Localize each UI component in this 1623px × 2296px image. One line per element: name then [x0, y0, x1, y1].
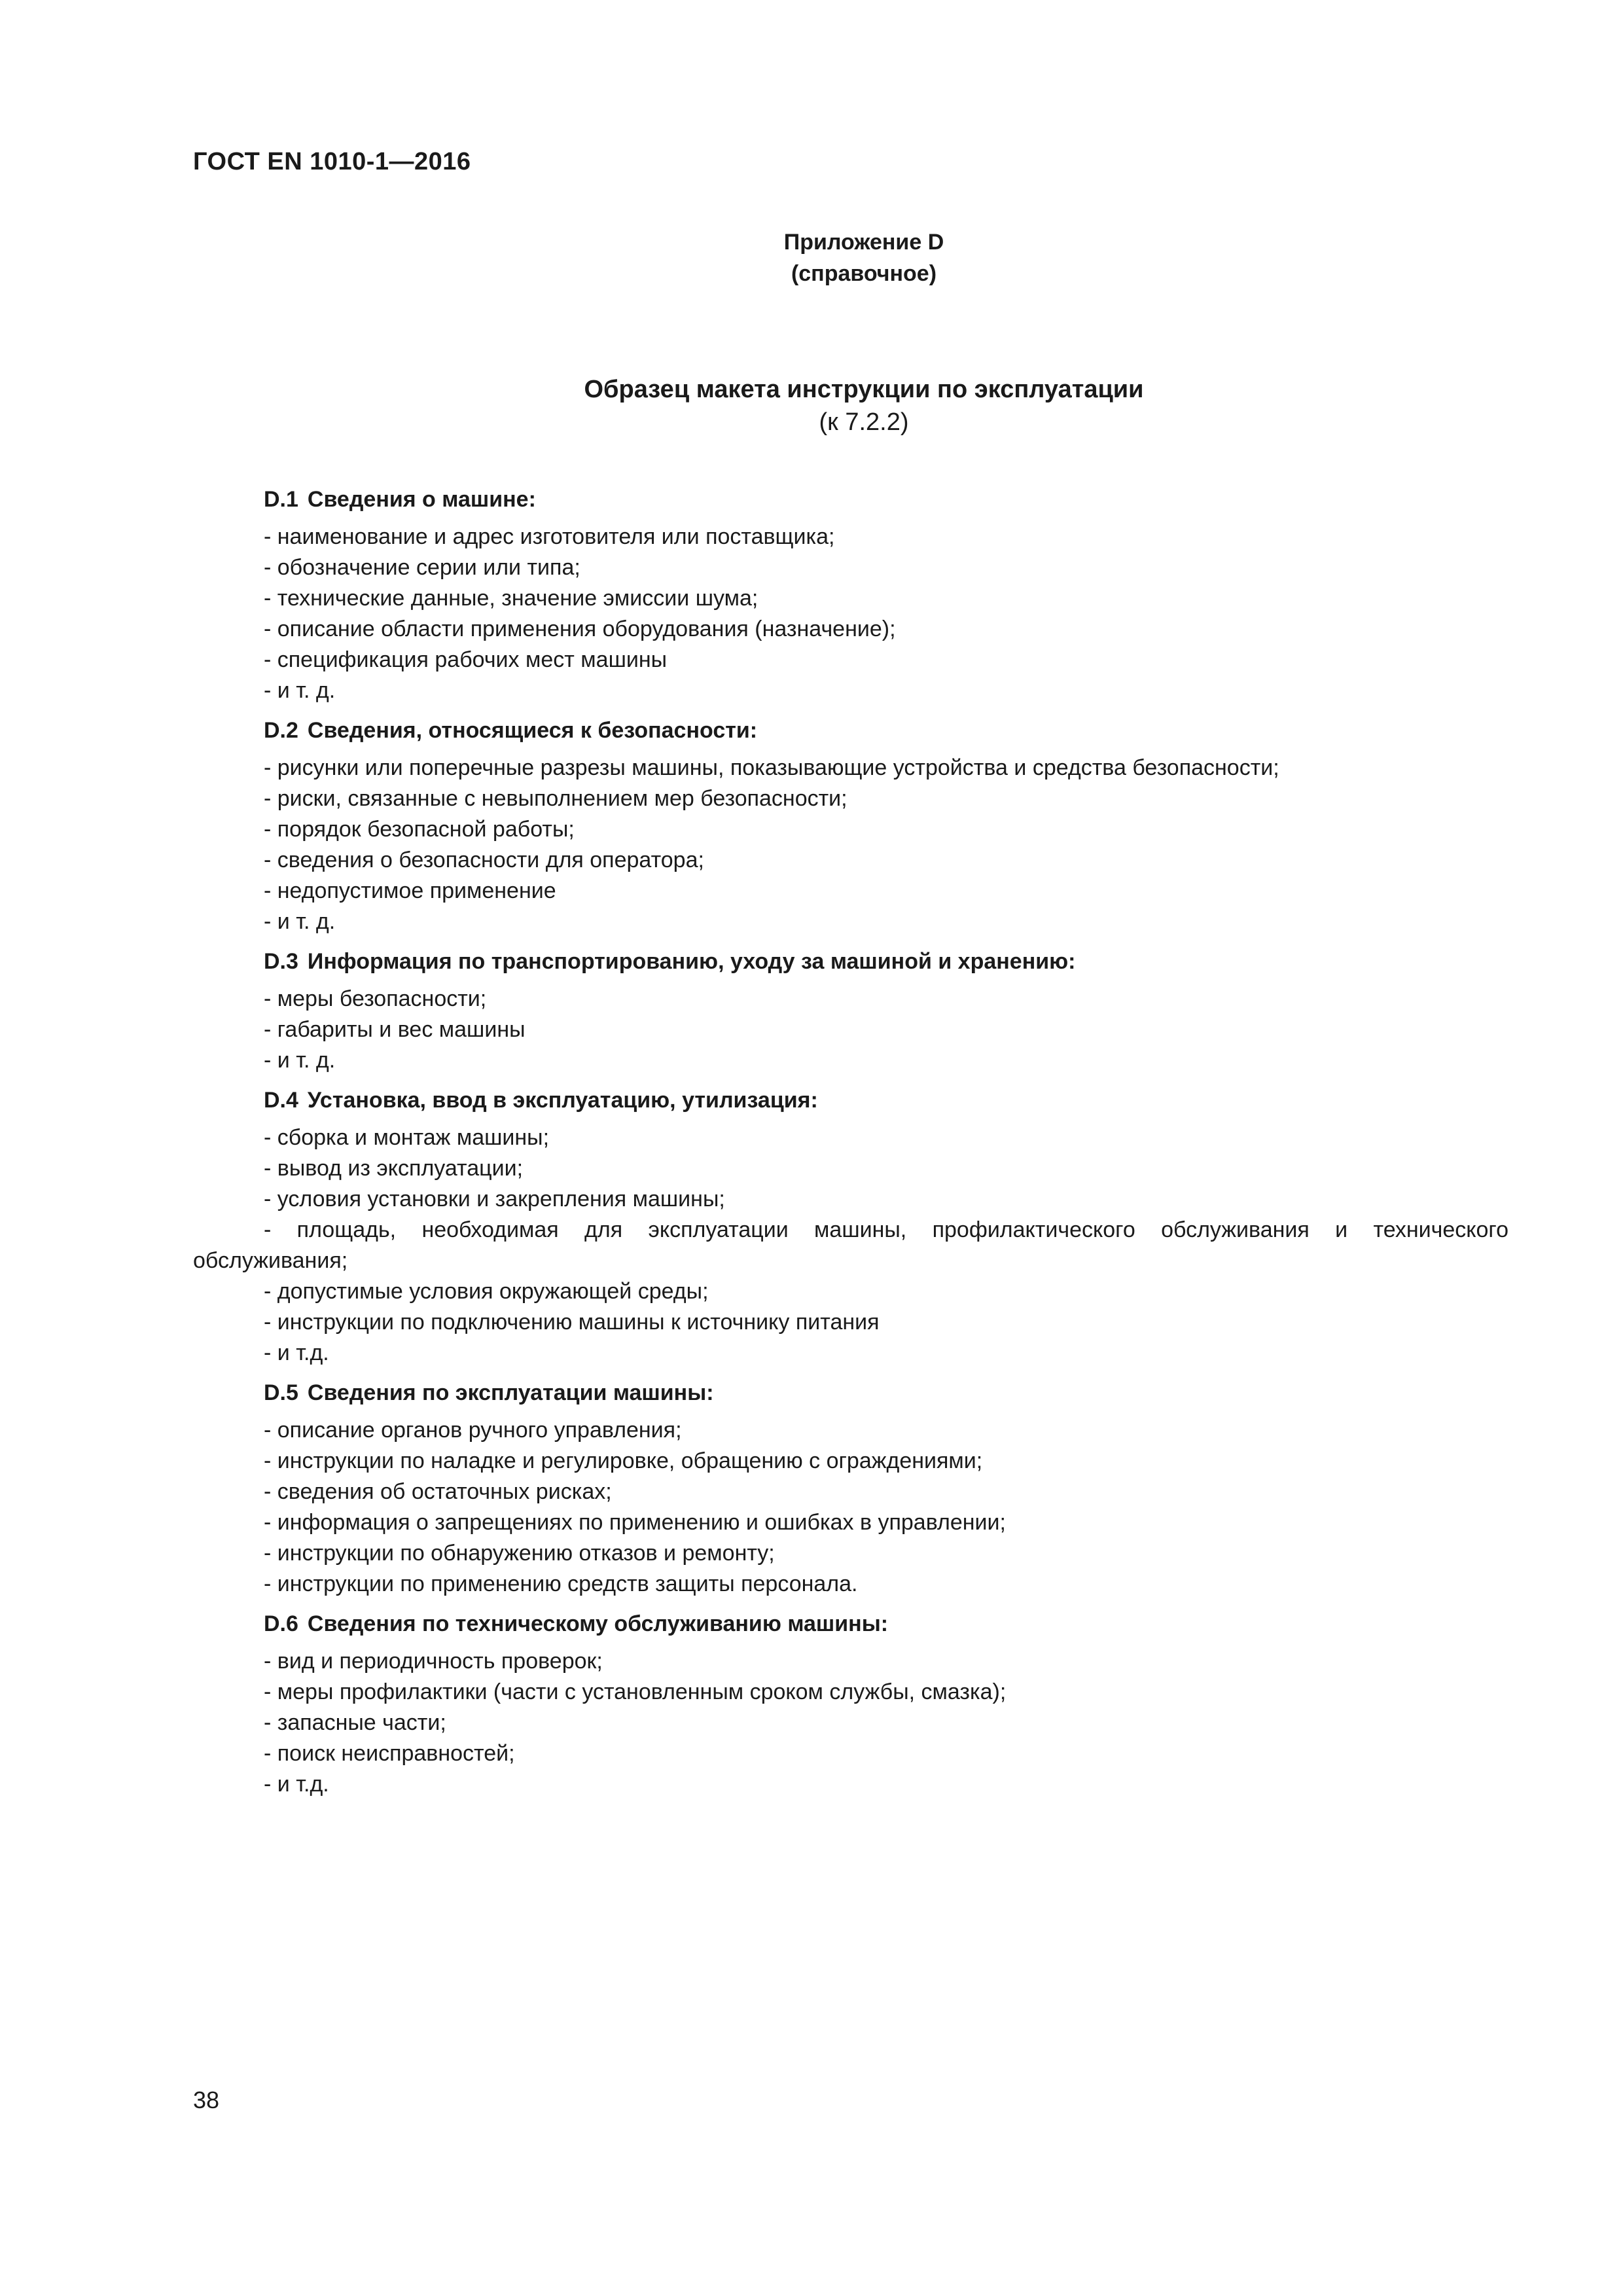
list-item: - спецификация рабочих мест машины: [264, 647, 668, 672]
list-item: - и т.д.: [264, 1340, 329, 1365]
sections-content: [193, 484, 1508, 1809]
section-heading: [193, 946, 1508, 977]
section-heading: [193, 1378, 1508, 1408]
list-item: - вид и периодичность проверок;: [264, 1649, 603, 1674]
section-number: D.5: [264, 1380, 298, 1405]
list-item: - сведения об остаточных рисках;: [264, 1479, 612, 1504]
title-reference: (к 7.2.2): [819, 408, 909, 436]
section-title: Сведения по эксплуатации машины:: [307, 1380, 714, 1405]
list-item: - инструкции по наладке и регулировке, обращению с ограждениями;: [264, 1448, 983, 1473]
document-title: [0, 373, 1623, 439]
list-item: - инструкции по обнаружению отказов и ремонту;: [264, 1541, 775, 1566]
appendix-type: (справочное): [791, 261, 937, 286]
list-item: - меры безопасности;: [264, 986, 487, 1011]
list-item: - и т.д.: [264, 1772, 329, 1797]
list-item: - меры профилактики (части с установленным сроком службы, смазка);: [264, 1679, 1007, 1704]
list-item: - описание органов ручного управления;: [264, 1418, 682, 1443]
section-d-2: [193, 715, 1508, 937]
section-number: D.2: [264, 718, 298, 743]
section-title: Информация по транспортированию, уходу за машиной и хранению:: [307, 949, 1076, 974]
document-code: ГОСТ EN 1010-1—2016: [193, 148, 471, 175]
list-item: - запасные части;: [264, 1710, 446, 1735]
list-item: - поиск неисправностей;: [264, 1741, 515, 1766]
section-d-5: [193, 1378, 1508, 1600]
section-number: D.3: [264, 949, 298, 974]
section-title: Сведения о машине:: [307, 487, 536, 512]
title-main: Образец макета инструкции по эксплуатации: [584, 376, 1144, 403]
list-item: - сведения о безопасности для оператора;: [264, 848, 704, 872]
appendix-heading: [0, 226, 1623, 289]
list-item: - вывод из эксплуатации;: [264, 1156, 524, 1181]
list-item: - и т. д.: [264, 1048, 336, 1073]
section-d-1: [193, 484, 1508, 706]
list-item: - наименование и адрес изготовителя или поставщика;: [264, 524, 835, 549]
section-d-3: [193, 946, 1508, 1076]
list-item: - и т. д.: [264, 678, 336, 703]
list-item: - информация о запрещениях по применению и ошибках в управлении;: [264, 1510, 1006, 1535]
list-item: - недопустимое применение: [264, 878, 556, 903]
list-item: - инструкции по подключению машины к источнику питания: [264, 1310, 880, 1335]
list-item: - инструкции по применению средств защиты персонала.: [264, 1571, 858, 1596]
list-item: - и т. д.: [264, 909, 336, 934]
list-item: - площадь, необходимая для эксплуатации машины, профилактического обслуживания и технического обслуживания;: [193, 1217, 1508, 1273]
list-item: - риски, связанные с невыполнением мер безопасности;: [264, 786, 847, 811]
list-item: - описание области применения оборудования (назначение);: [264, 617, 896, 641]
list-item: - допустимые условия окружающей среды;: [264, 1279, 709, 1304]
section-number: D.1: [264, 487, 298, 512]
section-title: Установка, ввод в эксплуатацию, утилизация:: [307, 1088, 818, 1113]
section-d-6: [193, 1609, 1508, 1800]
section-d-4: [193, 1085, 1508, 1369]
section-title: Сведения по техническому обслуживанию машины:: [307, 1611, 889, 1636]
section-heading: [193, 715, 1508, 746]
list-item: - сборка и монтаж машины;: [264, 1125, 550, 1150]
list-item: - условия установки и закрепления машины;: [264, 1187, 725, 1211]
section-title: Сведения, относящиеся к безопасности:: [307, 718, 758, 743]
list-item: - порядок безопасной работы;: [264, 817, 575, 842]
list-item: - габариты и вес машины: [264, 1017, 526, 1042]
section-heading: [193, 1609, 1508, 1640]
page-number: 38: [193, 2087, 220, 2113]
section-number: D.4: [264, 1088, 298, 1113]
list-item: - рисунки или поперечные разрезы машины, показывающие устройства и средства безопасности;: [264, 755, 1279, 780]
section-number: D.6: [264, 1611, 298, 1636]
list-item: - обозначение серии или типа;: [264, 555, 580, 580]
appendix-label: Приложение D: [783, 230, 944, 255]
section-heading: [193, 484, 1508, 515]
section-heading: [193, 1085, 1508, 1116]
list-item: - технические данные, значение эмиссии шума;: [264, 586, 758, 611]
